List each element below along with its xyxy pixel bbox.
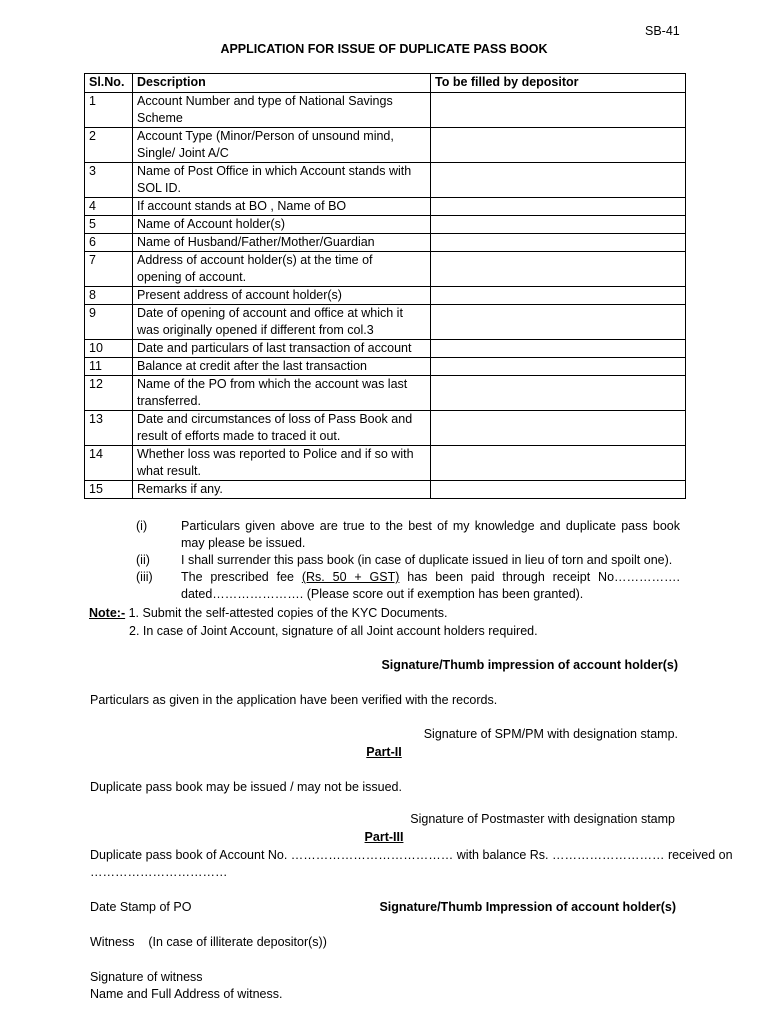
depositor-entry-cell[interactable] xyxy=(431,446,686,481)
row-number: 15 xyxy=(85,481,133,499)
declaration-number: (ii) xyxy=(136,553,150,567)
declaration-text: Particulars given above are true to the best of my knowledge and duplicate pass book may please be issued. xyxy=(181,519,680,550)
note-line-2: 2. In case of Joint Account, signature of all Joint account holders required. xyxy=(129,624,538,638)
signature-witness-label: Signature of witness xyxy=(90,970,203,984)
depositor-entry-cell[interactable] xyxy=(431,198,686,216)
depositor-entry-cell[interactable] xyxy=(431,411,686,446)
header-description: Description xyxy=(133,74,431,93)
row-description xyxy=(133,287,431,305)
table-row xyxy=(85,446,686,481)
table-row xyxy=(85,305,686,340)
table-row xyxy=(85,128,686,163)
part-iii-receipt-line-2: …………………………… xyxy=(90,865,228,879)
row-number: 12 xyxy=(85,376,133,411)
description-line: transferred. xyxy=(137,394,201,408)
description-line: Address of account holder(s) at the time of xyxy=(137,253,373,267)
description-line: Date and particulars of last transaction of account xyxy=(137,341,412,355)
description-line: Name of the PO from which the account was last xyxy=(137,377,408,391)
signature-spm-label: Signature of SPM/PM with designation stamp. xyxy=(423,727,678,741)
row-description xyxy=(133,198,431,216)
table-row xyxy=(85,163,686,198)
description-line: opening of account. xyxy=(137,270,247,284)
depositor-entry-cell[interactable] xyxy=(431,93,686,128)
depositor-entry-cell[interactable] xyxy=(431,163,686,198)
declaration-number: (iii) xyxy=(136,570,153,584)
description-line: Whether loss was reported to Police and if so with xyxy=(137,447,414,461)
form-title: APPLICATION FOR ISSUE OF DUPLICATE PASS BOOK xyxy=(220,42,548,56)
table-row xyxy=(85,411,686,446)
row-number: 11 xyxy=(85,358,133,376)
table-row xyxy=(85,234,686,252)
witness-label: Witness (In case of illiterate depositor(s)) xyxy=(90,935,327,949)
witness-address-label: Name and Full Address of witness. xyxy=(90,987,283,1001)
description-line: Single/ Joint A/C xyxy=(137,146,229,160)
row-description xyxy=(133,481,431,499)
fee-prefix: The prescribed fee xyxy=(181,570,302,584)
depositor-entry-cell[interactable] xyxy=(431,252,686,287)
table-row xyxy=(85,358,686,376)
row-description xyxy=(133,163,431,198)
row-description xyxy=(133,305,431,340)
description-line: Present address of account holder(s) xyxy=(137,288,342,302)
depositor-entry-cell[interactable] xyxy=(431,481,686,499)
table-row xyxy=(85,216,686,234)
particulars-table xyxy=(84,73,686,499)
note-text-1: 1. Submit the self-attested copies of the KYC Documents. xyxy=(125,606,448,620)
row-description xyxy=(133,411,431,446)
part-ii-text: Duplicate pass book may be issued / may not be issued. xyxy=(90,780,402,794)
header-depositor: To be filled by depositor xyxy=(431,74,686,93)
declaration-text xyxy=(181,569,680,603)
row-description xyxy=(133,446,431,481)
declarations xyxy=(136,518,680,603)
table-row xyxy=(85,198,686,216)
row-number: 9 xyxy=(85,305,133,340)
declaration-iii xyxy=(136,569,680,603)
declaration-text: I shall surrender this pass book (in case of duplicate issued in lieu of torn and spoilt one). xyxy=(181,553,673,567)
table-row xyxy=(85,376,686,411)
description-line: Account Type (Minor/Person of unsound mind, xyxy=(137,129,394,143)
fee-receipt-text: has been paid through receipt No……………. dated…………………. (Please score out if exemption has been granted). xyxy=(181,570,680,601)
row-number: 3 xyxy=(85,163,133,198)
date-stamp-label: Date Stamp of PO xyxy=(90,900,192,914)
depositor-entry-cell[interactable] xyxy=(431,216,686,234)
table-row xyxy=(85,340,686,358)
row-description xyxy=(133,93,431,128)
declaration-ii xyxy=(136,552,680,569)
description-line: Name of Account holder(s) xyxy=(137,217,285,231)
description-line: result of efforts made to traced it out. xyxy=(137,429,341,443)
description-line: If account stands at BO , Name of BO xyxy=(137,199,347,213)
row-number: 4 xyxy=(85,198,133,216)
table-row xyxy=(85,287,686,305)
description-line: Scheme xyxy=(137,111,183,125)
table-header-row xyxy=(85,74,686,93)
description-line: Account Number and type of National Savings xyxy=(137,94,393,108)
row-number: 5 xyxy=(85,216,133,234)
description-line: Name of Husband/Father/Mother/Guardian xyxy=(137,235,375,249)
row-description xyxy=(133,234,431,252)
row-number: 1 xyxy=(85,93,133,128)
depositor-entry-cell[interactable] xyxy=(431,128,686,163)
form-code: SB-41 xyxy=(645,24,680,38)
description-line: was originally opened if different from col.3 xyxy=(137,323,374,337)
prescribed-fee: (Rs. 50 + GST) xyxy=(301,570,400,584)
row-number: 7 xyxy=(85,252,133,287)
description-line: Remarks if any. xyxy=(137,482,223,496)
description-line: Name of Post Office in which Account stands with xyxy=(137,164,412,178)
depositor-entry-cell[interactable] xyxy=(431,305,686,340)
signature-holder-label: Signature/Thumb impression of account holder(s) xyxy=(381,658,678,672)
table-row xyxy=(85,252,686,287)
table-row xyxy=(85,93,686,128)
declaration-i xyxy=(136,518,680,552)
row-number: 13 xyxy=(85,411,133,446)
row-description xyxy=(133,252,431,287)
depositor-entry-cell[interactable] xyxy=(431,358,686,376)
part-iii-heading: Part-III xyxy=(364,830,404,844)
part-ii-heading: Part-II xyxy=(366,745,402,759)
row-description xyxy=(133,216,431,234)
part-iii-receipt-line: Duplicate pass book of Account No. ………………………………… with balance Rs. ……………………… received on xyxy=(90,848,733,862)
row-number: 10 xyxy=(85,340,133,358)
description-line: Balance at credit after the last transaction xyxy=(137,359,367,373)
row-number: 6 xyxy=(85,234,133,252)
description-line: Date and circumstances of loss of Pass Book and xyxy=(137,412,413,426)
depositor-entry-cell[interactable] xyxy=(431,234,686,252)
row-description xyxy=(133,376,431,411)
row-description xyxy=(133,128,431,163)
header-sl-no: Sl.No. xyxy=(85,74,133,93)
note-label: Note:- xyxy=(89,606,126,620)
verification-text: Particulars as given in the application have been verified with the records. xyxy=(90,693,498,707)
row-description xyxy=(133,340,431,358)
row-number: 2 xyxy=(85,128,133,163)
note-line-1 xyxy=(89,605,448,621)
description-line: what result. xyxy=(137,464,201,478)
declaration-number: (i) xyxy=(136,519,148,533)
signature-postmaster-label: Signature of Postmaster with designation stamp xyxy=(410,812,675,826)
table-row xyxy=(85,481,686,499)
row-number: 8 xyxy=(85,287,133,305)
row-description xyxy=(133,358,431,376)
signature-holder-label-2: Signature/Thumb Impression of account holder(s) xyxy=(379,900,676,914)
description-line: SOL ID. xyxy=(137,181,181,195)
depositor-entry-cell[interactable] xyxy=(431,287,686,305)
row-number: 14 xyxy=(85,446,133,481)
depositor-entry-cell[interactable] xyxy=(431,340,686,358)
description-line: Date of opening of account and office at which it xyxy=(137,306,403,320)
depositor-entry-cell[interactable] xyxy=(431,376,686,411)
